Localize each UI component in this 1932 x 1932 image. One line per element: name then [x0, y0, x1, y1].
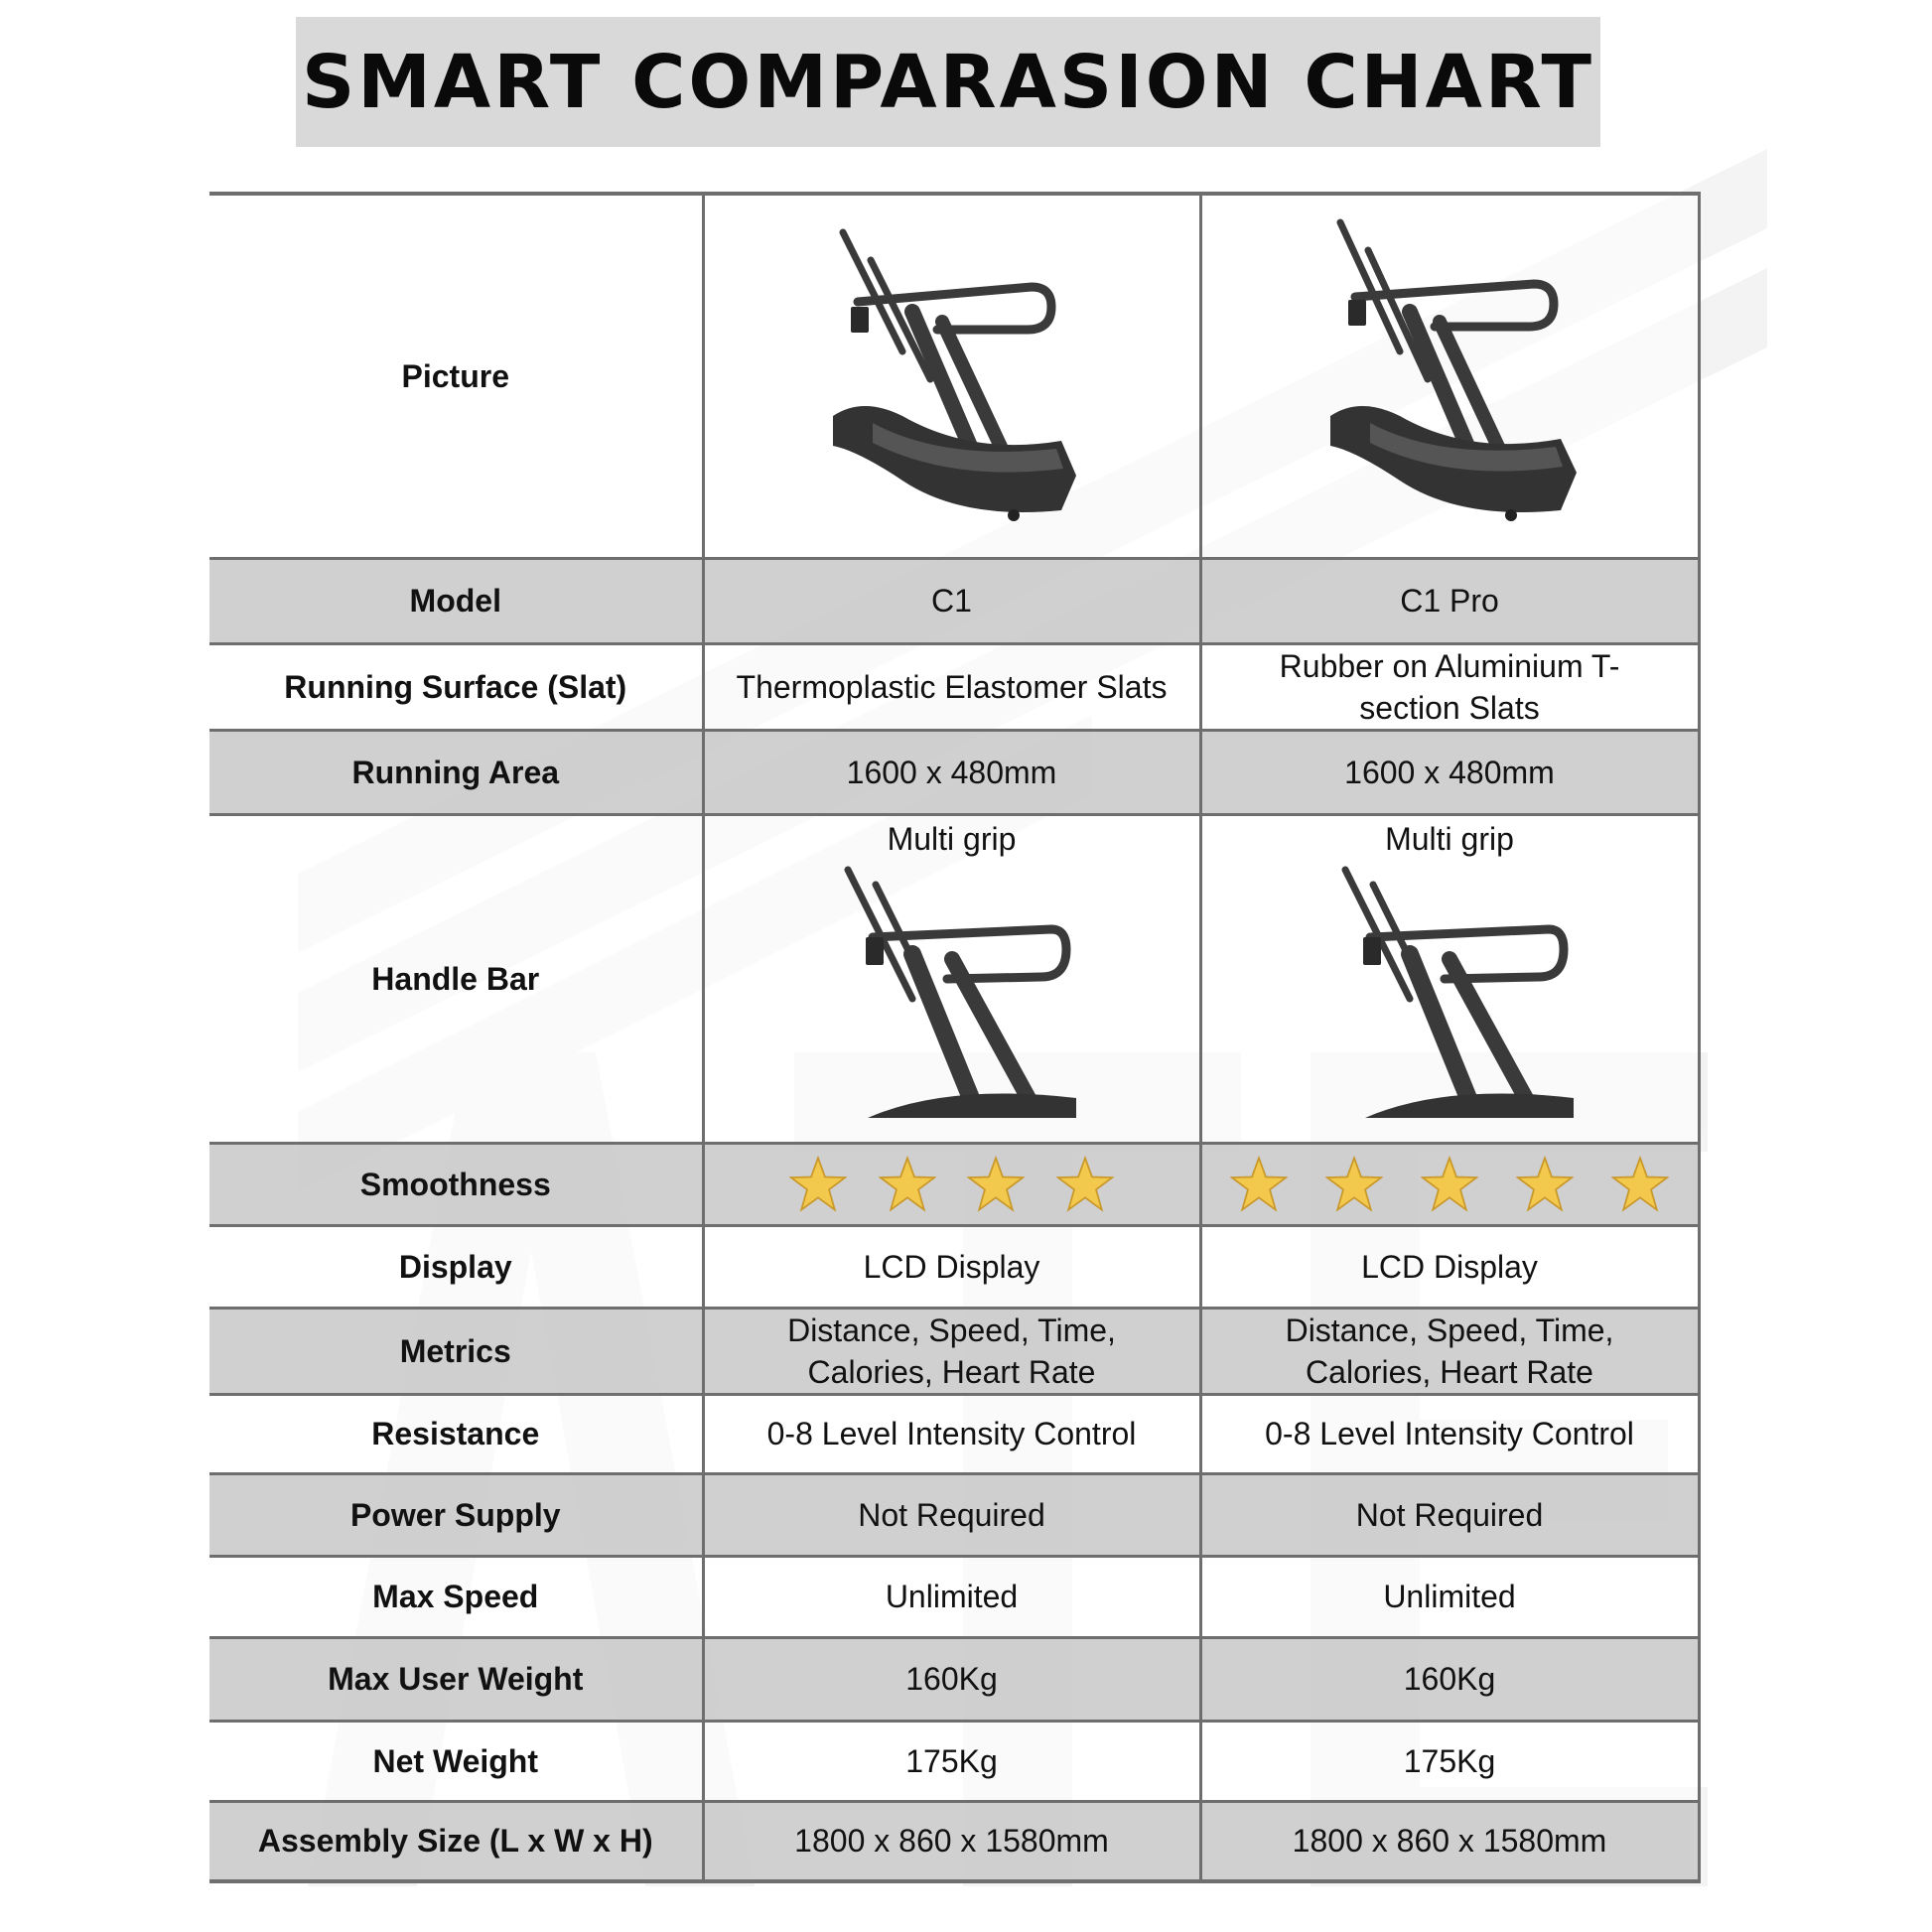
label-running-surface: Running Surface (Slat)	[209, 643, 703, 730]
row-handle-bar	[209, 814, 1699, 1143]
label-smoothness: Smoothness	[209, 1143, 703, 1225]
c1-handlebar-image	[828, 860, 1076, 1118]
star-icon	[789, 1156, 847, 1213]
c1-treadmill-image	[803, 212, 1101, 530]
c1pro-max-speed: Unlimited	[1200, 1556, 1699, 1637]
c1pro-star-rating	[1212, 1156, 1688, 1213]
c1pro-assembly-size: 1800 x 860 x 1580mm	[1200, 1801, 1699, 1881]
c1pro-metrics-line1: Distance, Speed, Time,	[1285, 1311, 1614, 1348]
c1-running-surface: Thermoplastic Elastomer Slats	[703, 643, 1200, 730]
c1-display: LCD Display	[703, 1225, 1200, 1308]
row-max-speed	[209, 1556, 1699, 1637]
c1-metrics	[703, 1308, 1200, 1394]
c1-max-user-weight: 160Kg	[703, 1637, 1200, 1721]
row-net-weight	[209, 1721, 1699, 1801]
c1pro-metrics	[1200, 1308, 1699, 1394]
c1-handle-cell	[703, 814, 1200, 1143]
c1-net-weight: 175Kg	[703, 1721, 1200, 1801]
c1pro-picture-cell	[1200, 194, 1699, 558]
c1pro-treadmill-image	[1301, 212, 1598, 530]
label-metrics: Metrics	[209, 1308, 703, 1394]
label-display: Display	[209, 1225, 703, 1308]
star-icon	[1611, 1156, 1669, 1213]
star-icon	[879, 1156, 936, 1213]
star-icon	[1516, 1156, 1574, 1213]
row-display	[209, 1225, 1699, 1308]
c1-handle-caption: Multi grip	[887, 820, 1017, 857]
row-resistance	[209, 1394, 1699, 1473]
c1-running-area: 1600 x 480mm	[703, 730, 1200, 814]
c1pro-surface-line2: section Slats	[1359, 689, 1540, 726]
label-max-user-weight: Max User Weight	[209, 1637, 703, 1721]
c1pro-handle-caption: Multi grip	[1385, 820, 1514, 857]
row-running-surface	[209, 643, 1699, 730]
c1pro-display: LCD Display	[1200, 1225, 1699, 1308]
star-icon	[1056, 1156, 1114, 1213]
c1pro-running-surface	[1200, 643, 1699, 730]
row-running-area	[209, 730, 1699, 814]
c1-assembly-size: 1800 x 860 x 1580mm	[703, 1801, 1200, 1881]
c1-picture-cell	[703, 194, 1200, 558]
c1pro-max-user-weight: 160Kg	[1200, 1637, 1699, 1721]
comparison-table	[209, 192, 1701, 1883]
label-assembly-size: Assembly Size (L x W x H)	[209, 1801, 703, 1881]
label-max-speed: Max Speed	[209, 1556, 703, 1637]
c1pro-handle-cell	[1200, 814, 1699, 1143]
row-metrics	[209, 1308, 1699, 1394]
row-smoothness	[209, 1143, 1699, 1225]
label-net-weight: Net Weight	[209, 1721, 703, 1801]
label-handle-bar: Handle Bar	[209, 814, 703, 1143]
row-model	[209, 558, 1699, 643]
star-icon	[1230, 1156, 1288, 1213]
c1-model: C1	[703, 558, 1200, 643]
c1-smoothness	[703, 1143, 1200, 1225]
c1pro-surface-line1: Rubber on Aluminium T-	[1279, 647, 1620, 684]
c1-star-rating	[715, 1156, 1189, 1213]
title-banner	[296, 17, 1600, 147]
c1pro-handlebar-image	[1325, 860, 1574, 1118]
c1pro-running-area: 1600 x 480mm	[1200, 730, 1699, 814]
c1-power-supply: Not Required	[703, 1473, 1200, 1556]
row-max-user-weight	[209, 1637, 1699, 1721]
label-picture: Picture	[209, 194, 703, 558]
c1pro-power-supply: Not Required	[1200, 1473, 1699, 1556]
c1pro-metrics-line2: Calories, Heart Rate	[1306, 1353, 1593, 1390]
label-resistance: Resistance	[209, 1394, 703, 1473]
c1pro-model: C1 Pro	[1200, 558, 1699, 643]
star-icon	[1421, 1156, 1478, 1213]
c1pro-net-weight: 175Kg	[1200, 1721, 1699, 1801]
label-running-area: Running Area	[209, 730, 703, 814]
c1-resistance: 0-8 Level Intensity Control	[703, 1394, 1200, 1473]
label-power-supply: Power Supply	[209, 1473, 703, 1556]
c1pro-smoothness	[1200, 1143, 1699, 1225]
row-power-supply	[209, 1473, 1699, 1556]
page-title: SMART COMPARASION CHART	[302, 39, 1594, 125]
row-assembly-size	[209, 1801, 1699, 1881]
c1pro-resistance: 0-8 Level Intensity Control	[1200, 1394, 1699, 1473]
row-picture	[209, 194, 1699, 558]
star-icon	[967, 1156, 1025, 1213]
c1-max-speed: Unlimited	[703, 1556, 1200, 1637]
star-icon	[1325, 1156, 1383, 1213]
c1-metrics-line1: Distance, Speed, Time,	[787, 1311, 1116, 1348]
label-model: Model	[209, 558, 703, 643]
c1-metrics-line2: Calories, Heart Rate	[807, 1353, 1096, 1390]
